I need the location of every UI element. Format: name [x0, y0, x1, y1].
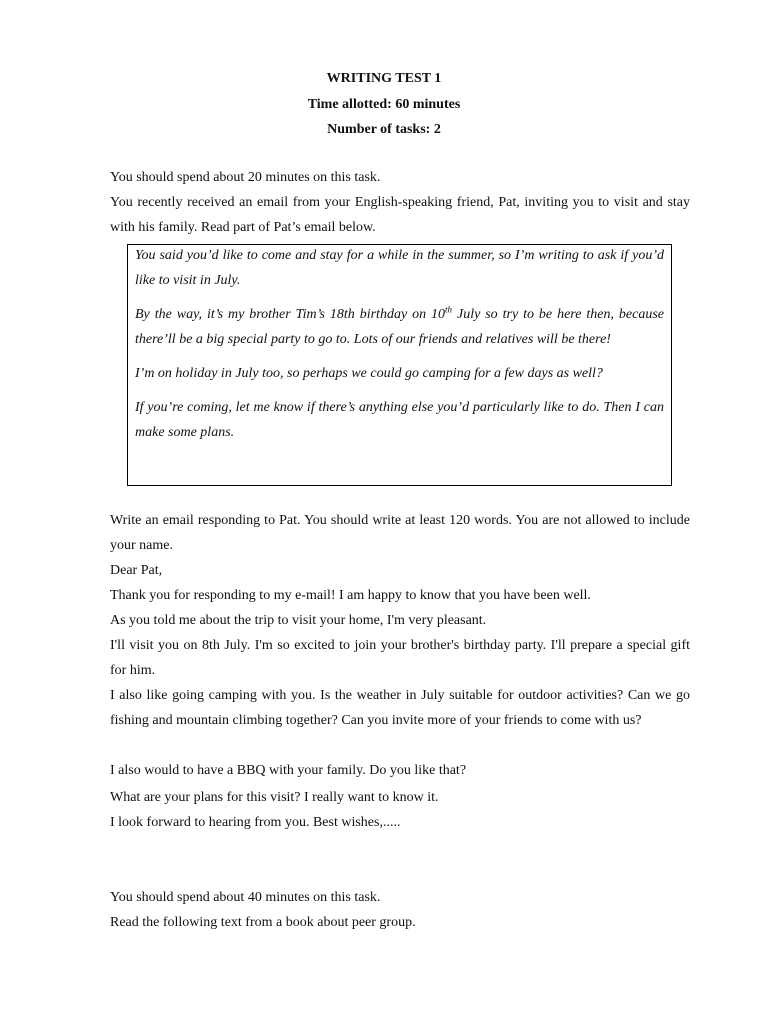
response-line-1: Thank you for responding to my e-mail! I am happy to know that you have been well.	[110, 588, 591, 603]
pat-email-box	[127, 244, 672, 486]
email-superscript: th	[445, 304, 453, 315]
response-greeting: Dear Pat,	[110, 563, 163, 578]
response-line-4: I also like going camping with you. Is the weather in July suitable for outdoor activities? Can we go fishing and mountain climbing together? Can you invite more of your friends to come with us?	[110, 688, 690, 728]
task1-instruction: You should spend about 20 minutes on this task.	[110, 170, 381, 185]
task1-intro: You recently received an email from your English-speaking friend, Pat, inviting you to visit and stay with his family. Read part of Pat’s email below.	[110, 195, 690, 235]
time-allotted: Time allotted: 60 minutes	[307, 96, 461, 112]
task2-intro: Read the following text from a book about peer group.	[110, 915, 416, 930]
task2-instruction: You should spend about 40 minutes on this task.	[110, 890, 381, 905]
response-line-6: What are your plans for this visit? I really want to know it.	[110, 790, 439, 805]
email-paragraph-2-text-end: July so try to be here then, because there’ll be a big special party to go to. Lots of our friends and relatives will be there!	[135, 307, 664, 347]
email-paragraph-4: If you’re coming, let me know if there’s anything else you’d particularly like to do. Then I can make some plans.	[135, 400, 664, 440]
test-header	[0, 66, 768, 143]
email-paragraph-1: You said you’d like to come and stay for a while in the summer, so I’m writing to ask if you’d like to visit in July.	[135, 248, 664, 288]
task1-prompt: Write an email responding to Pat. You should write at least 120 words. You are not allowed to include your name.	[110, 513, 690, 553]
email-paragraph-3: I’m on holiday in July too, so perhaps we could go camping for a few days as well?	[135, 366, 603, 381]
email-paragraph-2	[135, 302, 664, 352]
response-line-2: As you told me about the trip to visit your home, I'm very pleasant.	[110, 613, 487, 628]
response-line-7: I look forward to hearing from you. Best wishes,.....	[110, 815, 401, 830]
email-paragraph-2-text: By the way, it’s my brother Tim’s 18th birthday on 10	[135, 307, 446, 322]
response-line-5: I also would to have a BBQ with your family. Do you like that?	[110, 763, 467, 778]
number-of-tasks: Number of tasks: 2	[327, 122, 441, 137]
response-line-3: I'll visit you on 8th July. I'm so excited to join your brother's birthday party. I'll prepare a special gift for him.	[110, 638, 690, 678]
test-title: WRITING TEST 1	[326, 71, 442, 86]
